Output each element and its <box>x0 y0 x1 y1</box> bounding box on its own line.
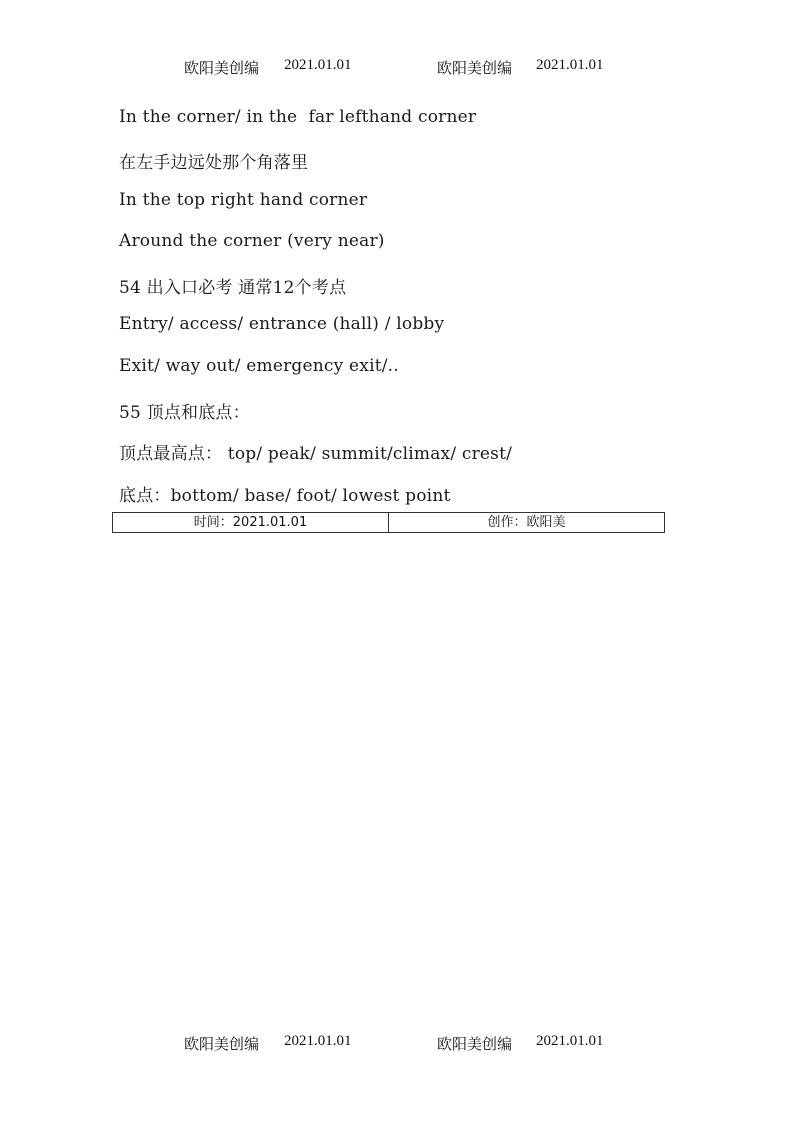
body-line: 顶点最高点： top/ peak/ summit/climax/ crest/ <box>119 444 513 464</box>
body-line: Entry/ access/ entrance (hall) / lobby <box>119 314 445 334</box>
info-table <box>112 512 665 533</box>
body-line: Exit/ way out/ emergency exit/.. <box>119 356 399 376</box>
body-line: 54 出入口必考 通常12个考点 <box>119 278 347 298</box>
body-line: In the top right hand corner <box>119 190 368 210</box>
header-right-author: 欧阳美创编 <box>437 61 513 77</box>
time-cell: 时间：2021.01.01 <box>113 513 389 533</box>
table-row <box>113 513 665 533</box>
header-left-date: 2021.01.01 <box>284 57 352 73</box>
footer-right-author: 欧阳美创编 <box>437 1037 513 1053</box>
body-line: In the corner/ in the far lefthand corner <box>119 107 477 127</box>
running-header <box>0 57 794 81</box>
body-line: 在左手边远处那个角落里 <box>119 153 309 173</box>
footer-left-date: 2021.01.01 <box>284 1033 352 1049</box>
footer-left-author: 欧阳美创编 <box>184 1037 260 1053</box>
header-left-author: 欧阳美创编 <box>184 61 260 77</box>
header-right-date: 2021.01.01 <box>536 57 604 73</box>
body-line: 55 顶点和底点： <box>119 403 250 423</box>
body-line: 底点：bottom/ base/ foot/ lowest point <box>119 486 451 506</box>
running-footer <box>0 1033 794 1057</box>
footer-right-date: 2021.01.01 <box>536 1033 604 1049</box>
author-cell: 创作：欧阳美 <box>389 513 665 533</box>
body-line: Around the corner (very near) <box>119 231 385 251</box>
